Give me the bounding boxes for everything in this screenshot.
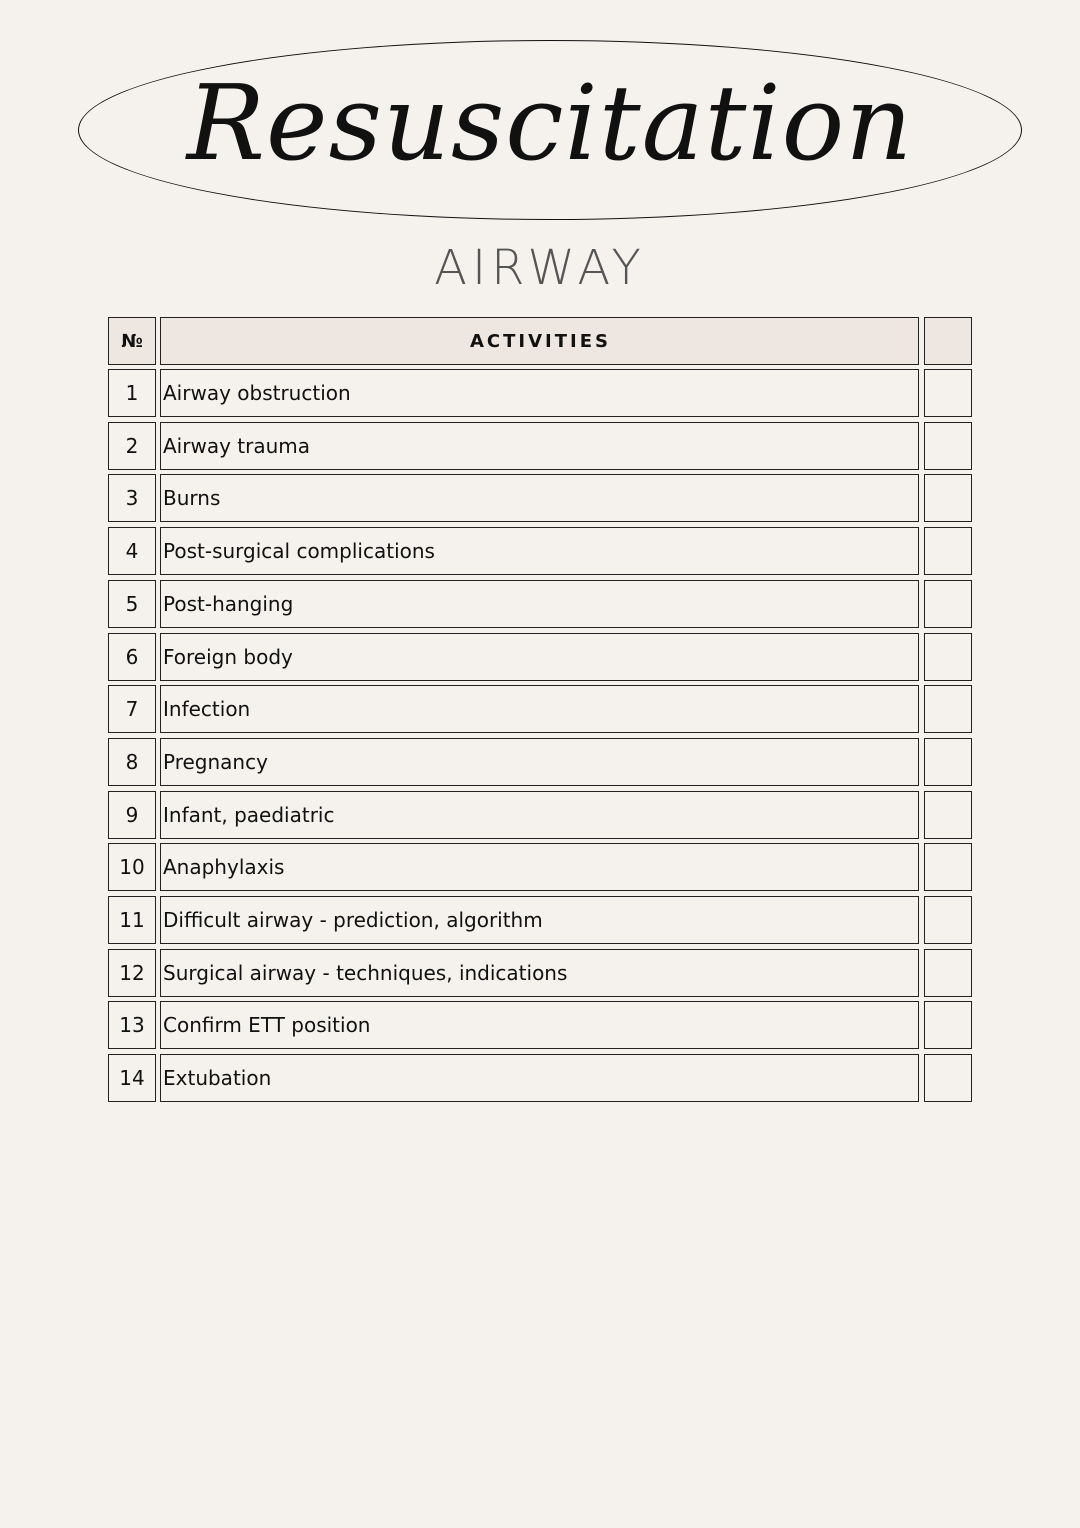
row-checkbox[interactable] bbox=[924, 949, 972, 997]
row-activity: Post-surgical complications bbox=[160, 527, 919, 575]
row-checkbox[interactable] bbox=[924, 369, 972, 417]
row-number: 2 bbox=[108, 422, 156, 470]
row-number: 3 bbox=[108, 474, 156, 522]
header-activities: ACTIVITIES bbox=[160, 317, 919, 365]
row-activity: Post-hanging bbox=[160, 580, 919, 628]
row-activity: Infection bbox=[160, 685, 919, 733]
row-checkbox[interactable] bbox=[924, 738, 972, 786]
row-checkbox[interactable] bbox=[924, 896, 972, 944]
row-activity: Anaphylaxis bbox=[160, 843, 919, 891]
row-number: 10 bbox=[108, 843, 156, 891]
row-checkbox[interactable] bbox=[924, 422, 972, 470]
row-activity: Pregnancy bbox=[160, 738, 919, 786]
row-activity: Infant, paediatric bbox=[160, 791, 919, 839]
row-checkbox[interactable] bbox=[924, 791, 972, 839]
row-number: 7 bbox=[108, 685, 156, 733]
row-number: 14 bbox=[108, 1054, 156, 1102]
row-activity: Confirm ETT position bbox=[160, 1001, 919, 1049]
row-number: 6 bbox=[108, 633, 156, 681]
row-number: 1 bbox=[108, 369, 156, 417]
row-activity: Foreign body bbox=[160, 633, 919, 681]
row-checkbox[interactable] bbox=[924, 527, 972, 575]
row-activity: Burns bbox=[160, 474, 919, 522]
header-number: № bbox=[108, 317, 156, 365]
row-checkbox[interactable] bbox=[924, 843, 972, 891]
page-title: Resuscitation bbox=[186, 62, 914, 184]
row-activity: Extubation bbox=[160, 1054, 919, 1102]
row-number: 12 bbox=[108, 949, 156, 997]
row-activity: Surgical airway - techniques, indications bbox=[160, 949, 919, 997]
row-number: 9 bbox=[108, 791, 156, 839]
row-activity: Airway trauma bbox=[160, 422, 919, 470]
row-checkbox[interactable] bbox=[924, 580, 972, 628]
row-activity: Airway obstruction bbox=[160, 369, 919, 417]
row-number: 5 bbox=[108, 580, 156, 628]
row-checkbox[interactable] bbox=[924, 633, 972, 681]
row-checkbox[interactable] bbox=[924, 1001, 972, 1049]
row-checkbox[interactable] bbox=[924, 474, 972, 522]
row-checkbox[interactable] bbox=[924, 685, 972, 733]
row-activity: Difficult airway - prediction, algorithm bbox=[160, 896, 919, 944]
row-number: 11 bbox=[108, 896, 156, 944]
row-checkbox[interactable] bbox=[924, 1054, 972, 1102]
page-subtitle: AIRWAY bbox=[434, 240, 646, 296]
row-number: 4 bbox=[108, 527, 156, 575]
header-check bbox=[924, 317, 972, 365]
row-number: 13 bbox=[108, 1001, 156, 1049]
row-number: 8 bbox=[108, 738, 156, 786]
